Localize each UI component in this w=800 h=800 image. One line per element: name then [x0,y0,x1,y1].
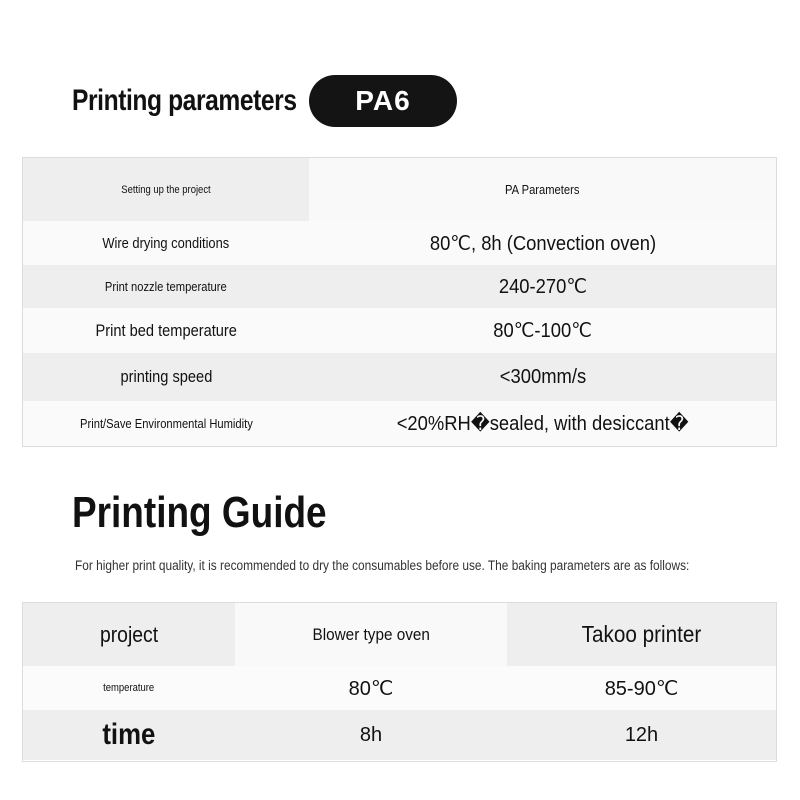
row-label: Print/Save Environmental Humidity [79,416,253,431]
project-column-header: project [99,621,159,647]
setting-column-header: Setting up the project [121,183,211,196]
drying-table [22,602,777,762]
row-label: Print bed temperature [95,320,237,340]
material-badge: PA6 [309,75,457,127]
parameters-table [22,157,777,447]
row-value: <20%RH�sealed, with desiccant� [396,413,689,435]
printing-parameters-title: Printing parameters [72,84,297,117]
table-row [23,308,776,353]
row-value: <300mm/s [499,365,586,388]
row-value: 80℃-100℃ [493,320,592,342]
table-row [23,221,776,265]
row-label: printing speed [120,367,212,386]
printer-value: 85-90℃ [604,677,679,700]
table-row [23,353,776,401]
oven-value: 8h [359,723,383,746]
oven-column-header: Blower type oven [312,624,430,644]
table-row [23,710,776,760]
printer-column-header: Takoo printer [581,621,702,647]
row-label: Print nozzle temperature [105,279,227,294]
row-label: Wire drying conditions [102,234,230,252]
parameters-table-header [23,158,776,221]
row-value: 80℃, 8h (Convection oven) [429,232,656,255]
table-row [23,666,776,710]
drying-table-header [23,603,776,666]
table-row [23,265,776,308]
row-label: temperature [103,682,155,694]
table-row [23,401,776,446]
parameters-column-header: PA Parameters [505,182,580,197]
row-value: 240-270℃ [498,276,587,298]
printing-guide-description: For higher print quality, it is recommended to dry the consumables before use. The baking parameters are as follows: [75,558,690,573]
oven-value: 80℃ [348,677,394,700]
printer-value: 12h [624,723,659,746]
row-label: time [102,718,156,751]
printing-guide-title: Printing Guide [72,488,327,537]
